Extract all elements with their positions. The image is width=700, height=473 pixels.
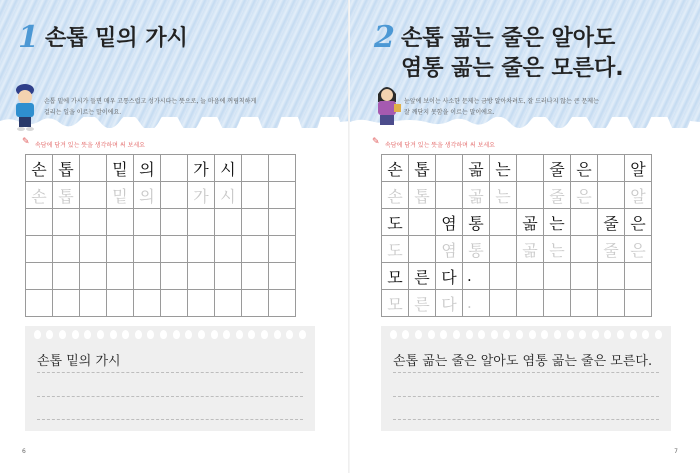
note-hole (516, 330, 523, 339)
note-hole (110, 330, 117, 339)
grid-cell-empty[interactable] (161, 236, 188, 263)
note-hole (122, 330, 129, 339)
grid-cell-empty[interactable] (269, 155, 296, 182)
grid-cell-empty[interactable] (80, 290, 107, 317)
grid-cell[interactable]: 톱 (53, 155, 80, 182)
note-hole (147, 330, 154, 339)
grid-cell[interactable]: 가 (188, 155, 215, 182)
writing-line[interactable] (393, 396, 659, 397)
grid-cell[interactable]: . (463, 290, 490, 317)
grid-cell-empty[interactable] (53, 263, 80, 290)
note-hole (554, 330, 561, 339)
grid-cell-empty[interactable] (107, 290, 134, 317)
note-hole (529, 330, 536, 339)
grid-cell[interactable]: 곪 (463, 182, 490, 209)
grid-cell-empty[interactable] (53, 209, 80, 236)
grid-cell[interactable]: 줄 (544, 155, 571, 182)
grid-cell-empty[interactable] (161, 155, 188, 182)
grid-cell-empty[interactable] (242, 236, 269, 263)
note-hole (286, 330, 293, 339)
note-sentence: 손톱 곪는 줄은 알아도 염통 곪는 줄은 모른다. (393, 354, 653, 369)
note-hole (453, 330, 460, 339)
note-hole (299, 330, 306, 339)
grid-cell-empty[interactable] (107, 209, 134, 236)
grid-cell-empty[interactable] (409, 209, 436, 236)
description-line: 손톱 밑에 가시가 들면 매우 고통스럽고 성가시다는 뜻으로, 늘 마음에 꺼림칙하게 (44, 98, 257, 105)
grid-cell-empty[interactable] (188, 236, 215, 263)
grid-cell-empty[interactable] (107, 263, 134, 290)
grid-cell[interactable]: 톱 (409, 182, 436, 209)
pencil-icon: ✎ (372, 137, 380, 147)
note-hole (135, 330, 142, 339)
grid-cell[interactable]: 의 (134, 155, 161, 182)
grid-cell-empty[interactable] (598, 263, 625, 290)
grid-cell-empty[interactable] (409, 236, 436, 263)
practice-grid[interactable] (25, 154, 296, 317)
note-hole (198, 330, 205, 339)
grid-cell-empty[interactable] (490, 263, 517, 290)
grid-cell-empty[interactable] (242, 263, 269, 290)
grid-cell[interactable]: 는 (490, 155, 517, 182)
grid-cell[interactable]: 가 (188, 182, 215, 209)
note-hole (34, 330, 41, 339)
grid-cell-empty[interactable] (80, 209, 107, 236)
grid-cell-empty[interactable] (598, 182, 625, 209)
grid-cell-empty[interactable] (490, 209, 517, 236)
grid-cell-empty[interactable] (269, 263, 296, 290)
grid-cell[interactable]: 는 (544, 209, 571, 236)
grid-cell[interactable]: 다 (436, 263, 463, 290)
grid-cell-empty[interactable] (26, 290, 53, 317)
note-hole (72, 330, 79, 339)
sky-edge-wave (350, 117, 700, 131)
grid-cell-empty[interactable] (26, 236, 53, 263)
page-number: 7 (674, 448, 678, 455)
grid-cell[interactable]: . (463, 263, 490, 290)
grid-cell-empty[interactable] (625, 290, 652, 317)
grid-cell[interactable]: 알 (625, 182, 652, 209)
proverb-number: 2 (374, 20, 395, 55)
writing-line[interactable] (393, 419, 659, 420)
note-hole (415, 330, 422, 339)
note-hole (478, 330, 485, 339)
grid-cell-empty[interactable] (598, 155, 625, 182)
grid-cell[interactable]: 의 (134, 182, 161, 209)
note-hole (541, 330, 548, 339)
grid-cell-empty[interactable] (80, 263, 107, 290)
grid-cell-empty[interactable] (242, 155, 269, 182)
grid-cell-empty[interactable] (517, 155, 544, 182)
grid-cell[interactable]: 염 (436, 209, 463, 236)
note-hole (466, 330, 473, 339)
proverb-title-line1: 손톱 곪는 줄은 알아도 (401, 26, 616, 51)
note-holes (25, 330, 315, 340)
grid-cell-empty[interactable] (269, 290, 296, 317)
grid-cell[interactable]: 은 (625, 236, 652, 263)
note-hole (84, 330, 91, 339)
note-hole (604, 330, 611, 339)
writing-line[interactable] (37, 396, 303, 397)
note-hole (248, 330, 255, 339)
grid-cell[interactable]: 줄 (598, 236, 625, 263)
grid-cell-empty[interactable] (161, 290, 188, 317)
grid-cell-empty[interactable] (188, 209, 215, 236)
grid-cell-empty[interactable] (242, 209, 269, 236)
note-hole (261, 330, 268, 339)
grid-cell[interactable]: 통 (463, 209, 490, 236)
grid-cell[interactable]: 모 (382, 290, 409, 317)
grid-cell[interactable]: 톱 (53, 182, 80, 209)
proverb-number: 1 (18, 20, 39, 55)
grid-cell-empty[interactable] (80, 155, 107, 182)
grid-cell-empty[interactable] (598, 290, 625, 317)
grid-cell[interactable]: 다 (436, 290, 463, 317)
grid-cell[interactable]: 른 (409, 263, 436, 290)
grid-cell[interactable]: 도 (382, 209, 409, 236)
grid-cell-empty[interactable] (161, 209, 188, 236)
note-hole (185, 330, 192, 339)
note-hole (390, 330, 397, 339)
note-hole (503, 330, 510, 339)
writing-hint: 속담에 담겨 있는 뜻을 생각하며 써 보세요 (385, 142, 495, 149)
grid-cell-empty[interactable] (571, 290, 598, 317)
grid-cell[interactable]: 은 (571, 155, 598, 182)
grid-cell[interactable]: 곪 (517, 236, 544, 263)
grid-cell[interactable]: 염 (436, 236, 463, 263)
note-hole (428, 330, 435, 339)
grid-cell-empty[interactable] (242, 182, 269, 209)
grid-cell[interactable]: 는 (544, 236, 571, 263)
grid-cell-empty[interactable] (544, 263, 571, 290)
grid-cell-empty[interactable] (53, 290, 80, 317)
note-hole (440, 330, 447, 339)
grid-cell[interactable]: 른 (409, 290, 436, 317)
note-hole (630, 330, 637, 339)
grid-cell[interactable]: 는 (490, 182, 517, 209)
proverb-description (404, 96, 599, 118)
note-hole (655, 330, 662, 339)
note-hole (567, 330, 574, 339)
grid-cell[interactable]: 손 (382, 155, 409, 182)
grid-cell[interactable]: 알 (625, 155, 652, 182)
proverb-title: 손톱 밑의 가시 (45, 26, 188, 51)
note-hole (491, 330, 498, 339)
grid-cell-empty[interactable] (161, 263, 188, 290)
grid-cell-empty[interactable] (571, 263, 598, 290)
note-hole (274, 330, 281, 339)
practice-grid[interactable] (381, 154, 652, 317)
grid-cell-empty[interactable] (242, 290, 269, 317)
grid-cell[interactable]: 밑 (107, 155, 134, 182)
grid-cell[interactable]: 곪 (517, 209, 544, 236)
note-hole (617, 330, 624, 339)
grid-cell-empty[interactable] (134, 209, 161, 236)
grid-cell-empty[interactable] (571, 236, 598, 263)
grid-cell-empty[interactable] (269, 182, 296, 209)
grid-cell[interactable]: 곪 (463, 155, 490, 182)
note-hole (592, 330, 599, 339)
character-illustration (372, 80, 402, 130)
proverb-description (44, 96, 256, 118)
writing-note (381, 326, 671, 431)
grid-cell-empty[interactable] (625, 263, 652, 290)
note-hole (642, 330, 649, 339)
grid-cell-empty[interactable] (517, 182, 544, 209)
right-page (350, 0, 700, 473)
grid-cell-empty[interactable] (134, 263, 161, 290)
grid-cell-empty[interactable] (215, 290, 242, 317)
character-illustration (10, 82, 40, 132)
grid-cell-empty[interactable] (134, 290, 161, 317)
grid-cell-empty[interactable] (269, 209, 296, 236)
grid-cell-empty[interactable] (269, 236, 296, 263)
grid-cell-empty[interactable] (215, 209, 242, 236)
grid-cell[interactable]: 밑 (107, 182, 134, 209)
note-hole (402, 330, 409, 339)
note-holes (381, 330, 671, 340)
grid-cell[interactable]: 손 (26, 155, 53, 182)
grid-cell-empty[interactable] (517, 290, 544, 317)
grid-cell-empty[interactable] (26, 263, 53, 290)
grid-cell-empty[interactable] (517, 263, 544, 290)
grid-cell-empty[interactable] (161, 182, 188, 209)
grid-cell[interactable]: 줄 (598, 209, 625, 236)
grid-cell-empty[interactable] (80, 236, 107, 263)
note-hole (46, 330, 53, 339)
description-line: 잘 깨닫지 못함을 이르는 말이에요. (404, 109, 495, 116)
writing-line[interactable] (37, 419, 303, 420)
note-hole (236, 330, 243, 339)
grid-cell[interactable]: 모 (382, 263, 409, 290)
grid-cell[interactable]: 도 (382, 236, 409, 263)
description-line: 걸리는 일을 이르는 말이에요. (44, 109, 122, 116)
pencil-icon: ✎ (22, 137, 30, 147)
note-hole (211, 330, 218, 339)
writing-line[interactable] (37, 372, 303, 373)
grid-cell-empty[interactable] (215, 236, 242, 263)
grid-cell[interactable]: 시 (215, 182, 242, 209)
grid-cell[interactable]: 손 (26, 182, 53, 209)
grid-cell[interactable]: 줄 (544, 182, 571, 209)
writing-line[interactable] (393, 372, 659, 373)
note-sentence: 손톱 밑의 가시 (37, 354, 121, 369)
writing-note (25, 326, 315, 431)
writing-hint: 속담에 담겨 있는 뜻을 생각하며 써 보세요 (35, 142, 145, 149)
note-hole (173, 330, 180, 339)
page-number: 6 (22, 448, 26, 455)
grid-cell-empty[interactable] (571, 209, 598, 236)
grid-cell-empty[interactable] (107, 236, 134, 263)
grid-cell[interactable]: 통 (463, 236, 490, 263)
grid-cell-empty[interactable] (215, 263, 242, 290)
description-line: 눈앞에 보이는 사소한 문제는 금방 알아차려도, 잘 드러나지 않는 큰 문제는 (404, 98, 599, 105)
note-hole (579, 330, 586, 339)
grid-cell[interactable]: 은 (571, 182, 598, 209)
sky-edge-wave (0, 117, 350, 131)
grid-cell-empty[interactable] (490, 290, 517, 317)
proverb-title-line2: 염통 곪는 줄은 모른다. (401, 56, 624, 81)
grid-cell-empty[interactable] (188, 263, 215, 290)
note-hole (160, 330, 167, 339)
grid-cell-empty[interactable] (188, 290, 215, 317)
note-hole (223, 330, 230, 339)
note-hole (97, 330, 104, 339)
grid-cell-empty[interactable] (80, 182, 107, 209)
grid-cell-empty[interactable] (26, 209, 53, 236)
grid-cell-empty[interactable] (544, 290, 571, 317)
grid-cell[interactable]: 톱 (409, 155, 436, 182)
grid-cell[interactable]: 시 (215, 155, 242, 182)
grid-cell[interactable]: 은 (625, 209, 652, 236)
grid-cell-empty[interactable] (436, 155, 463, 182)
grid-cell[interactable]: 손 (382, 182, 409, 209)
grid-cell-empty[interactable] (53, 236, 80, 263)
grid-cell-empty[interactable] (436, 182, 463, 209)
grid-cell-empty[interactable] (490, 236, 517, 263)
note-hole (59, 330, 66, 339)
grid-cell-empty[interactable] (134, 236, 161, 263)
